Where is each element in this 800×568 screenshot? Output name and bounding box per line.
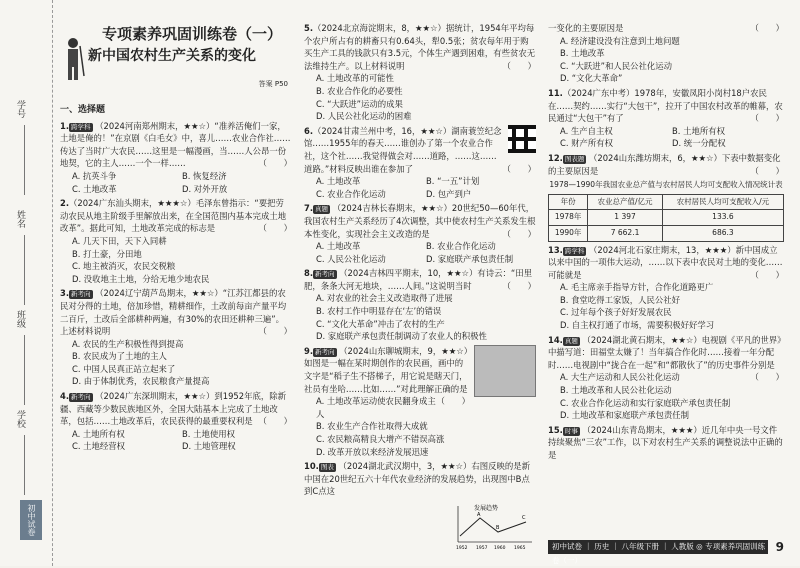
answer-blank: （ ） <box>258 326 292 337</box>
graph-point-c: C <box>522 515 526 521</box>
question-tag: 跨学科 <box>564 246 585 255</box>
graph-point-a: A <box>477 512 481 518</box>
option: A. 毛主席亲手指导方针，合作化道路更广 <box>560 282 714 293</box>
graph-tick-3: 1960 <box>494 546 506 550</box>
answer-blank: （ ） <box>750 23 784 33</box>
question-stem <box>548 152 784 177</box>
option: D. “文化大革命” <box>560 73 623 84</box>
col1-questions <box>60 120 292 453</box>
option: B. 农民成为了土地的主人 <box>72 351 167 362</box>
brand-logo: 初中试卷 <box>20 500 42 540</box>
trend-graph <box>452 502 536 550</box>
option-row <box>548 125 784 138</box>
graph-tick-4: 1965 <box>514 546 526 550</box>
question-text: （2024甘肃兰州中考，16，★★☆）湖南蓑笠纪念馆……1955年的春天……谁创办了第一个农业合作社，这个社……我觉得做会对……道路，……这……道路。”材料反映出谁在参加了 <box>304 125 502 174</box>
answer-blank: （ ） <box>436 396 470 407</box>
answer-blank: （ ） <box>502 280 536 291</box>
qr-code-icon <box>508 125 536 153</box>
question-number: 6. <box>304 125 314 136</box>
question-tag: 真题 <box>315 205 329 214</box>
question-stem <box>304 202 536 240</box>
school-line <box>24 435 25 495</box>
table-cell: 1990年 <box>549 225 588 241</box>
option: A. 土地改革的可能性 <box>316 73 394 84</box>
question-number: 8. <box>304 268 314 279</box>
binding-strip <box>0 0 53 566</box>
option-row <box>304 253 536 266</box>
footer-bar: 初中试卷 ｜ 历史 ｜ 八年级下册 ｜ 人教版 ◎ 专项素养巩固训练卷（一） <box>548 540 768 554</box>
graph-label: 发展趋势 <box>474 505 499 512</box>
question <box>304 267 536 343</box>
question <box>304 125 536 201</box>
question <box>304 460 536 498</box>
question-number: 10. <box>304 461 319 472</box>
answer-blank: （ ） <box>258 223 292 234</box>
title-box <box>60 22 292 100</box>
option: A. 经济建设没有注意到土地问题 <box>560 35 680 46</box>
question-tag: 新考向 <box>315 347 335 356</box>
question-tag: 时事 <box>564 426 578 435</box>
answer-ref: 答案 P50 <box>258 80 288 88</box>
question-tag: 新考向 <box>71 290 91 299</box>
option: B. 打土豪，分田地 <box>72 248 142 259</box>
option: C. 过年每个孩子好好发展农民 <box>560 307 672 318</box>
question <box>304 345 536 458</box>
answer-blank: （ ） <box>502 228 536 239</box>
question-stem <box>548 22 784 35</box>
option-row <box>304 240 536 253</box>
option: B. 恢复经济 <box>182 170 227 181</box>
question-text: （2024山东聊城期末，9，★★☆）如图是一幅在某时期创作的农民画，画中的文字是“稻子生不搭梯子，用它说是瞎天门，社员有坐哈……比如……”对此理解正确的是 <box>304 345 468 394</box>
option-row <box>60 440 292 453</box>
graph-point-b: B <box>496 525 500 531</box>
option: A. 对农业的社会主义改造取得了进展 <box>316 293 453 304</box>
question-tag: 图表题 <box>564 154 585 163</box>
graph-tick-2: 1957 <box>476 546 488 550</box>
farmer-icon <box>60 36 86 82</box>
option: A. 土地改革 <box>316 176 361 187</box>
question-number: 14. <box>548 334 563 345</box>
question <box>60 390 292 453</box>
option: C. 农业合作化运动 <box>316 188 386 199</box>
question-text: （2024广东深圳期末，★★☆）到1952年底，除新疆、西藏等少数民族地区外，全国大陆基本上完成了土地改革，包括……土地改革后，农民获得的最重要权利是 <box>60 391 286 427</box>
option: A. 农民的生产积极性得到提高 <box>72 338 184 349</box>
option: C. 人民公社化运动 <box>316 253 386 264</box>
question-stem <box>304 345 536 407</box>
option: C. 财产所有权 <box>560 138 614 149</box>
option: C. “大跃进”和人民公社化运动 <box>560 60 672 71</box>
option: B. 土地所有权 <box>672 125 725 136</box>
class-line <box>24 335 25 405</box>
question-number: 2. <box>60 198 70 209</box>
question <box>548 334 784 422</box>
col3-questions <box>548 22 784 462</box>
option: A. 几天下田，天下入同耕 <box>72 235 167 246</box>
question-text: （2024河北石家庄期末，13，★★★）新中国成立以来中国的一项伟大运动，……以下表中农民对土地的变化……可能就是 <box>548 244 783 280</box>
question-text: （2024湖北黄石期末，★★☆）电视剧《平凡的世界》中描写道：田福堂太嫌了！当年搞合作化时……接着一年分配时……电视剧中“拢合在一起”和“都散伙了”的历史事件分别是 <box>548 334 782 370</box>
answer-blank: （ ） <box>502 163 536 174</box>
table-cell: 7 662.1 <box>588 225 663 241</box>
question-number: 13. <box>548 244 563 255</box>
question-number: 1. <box>60 120 70 131</box>
question-text: （2024北京海淀期末，8，★★☆）据统计，1954年平均每个农户所占有的耕畜只有0.64头，犁0.5张；贫农每年用于购买生产工具的钱款只有3.5元，个体生产遇到困难，有些贫农无法维持生产。以上材料说明 <box>304 23 536 71</box>
option: D. 家庭联产承包责任制调动了农业人的积极性 <box>316 331 487 342</box>
question-number: 11. <box>548 87 563 98</box>
option: D. 土地管理权 <box>182 441 236 452</box>
column-2 <box>304 22 536 550</box>
section-heading: 一、选择题 <box>60 105 106 115</box>
option: C. 地主被消灭，农民交税粮 <box>72 261 176 272</box>
table-header-cell: 年份 <box>549 194 588 210</box>
footer <box>548 540 784 565</box>
option: B. 农村工作中明显存在‘左’的错误 <box>316 306 442 317</box>
question-stem <box>60 390 292 428</box>
option: D. 对外开放 <box>182 183 228 194</box>
option: A. 土地改革 <box>316 241 361 252</box>
option: C. 土地改革 <box>72 183 117 194</box>
option: A. 抗英斗争 <box>72 170 117 181</box>
option-row <box>304 175 536 188</box>
question-number: 15. <box>548 424 563 435</box>
title-line-1: 专项素养巩固训练卷（一） <box>102 25 283 43</box>
option: B. 食堂吃得工家饭，人民公社好 <box>560 294 680 305</box>
answer-blank: （ ） <box>750 269 784 280</box>
question <box>548 22 784 85</box>
col2-questions <box>304 22 536 498</box>
column-3 <box>548 22 784 464</box>
answer-blank: （ ） <box>750 372 784 383</box>
question <box>548 424 784 462</box>
question <box>60 197 292 285</box>
table-header-cell: 农村居民人均可支配收入/元 <box>662 194 783 210</box>
data-table <box>548 194 784 242</box>
answer-blank: （ ） <box>750 113 784 124</box>
option: B. 农业生产合作社取得大成就 <box>316 421 428 432</box>
question-text: （2024山东青岛期末，★★★）近几年中央一号文件持续聚焦“三农”工作，以下对农村生产关系的调整说法中正确的是 <box>548 424 783 460</box>
question-stem <box>304 267 536 292</box>
question-text: （2024吉林四平期末，10，★★☆）有诗云：“田里肥，条条大河无地块，……人间。”这说明当时 <box>304 268 533 291</box>
table-cell: 1 397 <box>588 210 663 226</box>
option-row <box>60 183 292 196</box>
option: A. 生产自主权 <box>560 125 613 136</box>
class-label: 班级 <box>15 310 25 328</box>
question-tag: 跨学科 <box>71 122 91 131</box>
answer-blank: （ ） <box>258 416 292 427</box>
question-number: 7. <box>304 203 314 214</box>
option-row <box>60 170 292 183</box>
question-text: （2024河南郑州期末，★★☆）“准养活俺们一家，土地是俺的！”在京剧《白毛女》中，喜儿……农业合作社……传达了当时广大农民……这里是一幅漫画，当……人公昂一份地契，它的主人……一个一样…… <box>60 120 291 169</box>
option: B. 土地改革 <box>560 48 605 59</box>
title-line-2: 新中国农村生产关系的变化 <box>88 48 256 64</box>
option: A. 土地改革运动使农民翻身成主人 <box>316 396 436 419</box>
option-row <box>548 137 784 150</box>
option: C. 土地经营权 <box>72 441 126 452</box>
option: C. “大跃进”运动的成果 <box>316 98 403 109</box>
table-caption: 1978—1990年我国农业总产值与农村居民人均可支配收入情况统计表 <box>549 180 783 190</box>
question-tag: 真题 <box>564 336 578 345</box>
question-text: （2024山东潍坊期末，6，★★☆）下表中数据变化的主要原因是 <box>548 152 781 176</box>
table-header-row <box>549 194 784 210</box>
table-cell: 686.3 <box>662 225 783 241</box>
table-cell: 133.6 <box>662 210 783 226</box>
school-label: 学校 <box>15 410 25 428</box>
question-stem <box>60 197 292 235</box>
option: B. 农业合作化运动 <box>426 241 496 252</box>
question-tag: 新考向 <box>71 393 91 402</box>
option: D. 家庭联产承包责任制 <box>426 253 514 264</box>
question-stem <box>304 460 536 498</box>
option: A. 土地所有权 <box>72 428 125 439</box>
page-number: 9 <box>775 540 784 554</box>
question-number: 5. <box>304 23 314 33</box>
column-1 <box>60 22 292 455</box>
graph-tick-1: 1952 <box>456 546 468 550</box>
question-stem <box>548 244 784 282</box>
answer-blank: （ ） <box>502 60 536 71</box>
question <box>60 287 292 388</box>
id-line <box>24 125 25 195</box>
question <box>304 22 536 123</box>
question-stem <box>304 125 536 175</box>
question-stem <box>548 87 784 125</box>
option: D. 人民公社化运动的困难 <box>316 111 412 122</box>
answer-blank: （ ） <box>258 158 292 169</box>
question-text: （2024辽宁葫芦岛期末，★★☆）“江苏江都县的农民对分得的土地，倍加珍惜，精耕细作，土改前每亩产量平均二百斤，土改后全部耕种两遍，有30%的农田还耕种三遍”。上述材料说明 <box>60 288 287 337</box>
question-number: 4. <box>60 391 70 402</box>
question-text: 一变化的主要原因是 <box>548 23 624 33</box>
option: C. 中国人民真正站立起来了 <box>72 363 176 374</box>
question-tag: 图表 <box>320 463 334 472</box>
question-number: 12. <box>548 152 563 163</box>
question <box>548 152 784 177</box>
question-text: （2024广东汕头期末，★★★☆）毛泽东曾指示：“要把劳动农民从地主阶级手里解放出来，在全国范围内基本完成土地改革”。据此可知，土地改革完成的标志是 <box>60 198 287 234</box>
name-label: 姓名 <box>15 210 25 228</box>
option: D. 自主权打通了市场，需要积极好好学习 <box>560 320 715 331</box>
option-row <box>60 428 292 441</box>
option: D. 统一分配权 <box>672 138 726 149</box>
option: D. 由于体制优秀，农民粮食产量提高 <box>72 376 210 387</box>
question <box>304 202 536 265</box>
table-row <box>549 225 784 241</box>
table-row <box>549 210 784 226</box>
question-stem <box>60 287 292 337</box>
option: B. “一五”计划 <box>426 176 480 187</box>
option: C. “文化大革命”冲击了农村的生产 <box>316 318 445 329</box>
option: D. 没收地主土地，分给无地少地农民 <box>72 273 210 284</box>
answer-blank: （ ） <box>750 165 784 176</box>
peasant-painting-image <box>474 345 536 397</box>
question-number: 9. <box>304 345 314 356</box>
question-text: （2024湖北武汉期中，3，★★☆）右图反映的是新中国在20世纪五六十年代农业经济的发展趋势，出现图中B点到C点这 <box>304 461 531 497</box>
table-header-cell: 农业总产值/亿元 <box>588 194 663 210</box>
option: B. 土地改革和人民公社化运动 <box>560 385 672 396</box>
id-label: 学号 <box>15 100 25 118</box>
question-stem <box>548 424 784 462</box>
option: C. 农业合作化运动和实行家庭联产承包责任制 <box>560 397 731 408</box>
option: B. 土地使用权 <box>182 428 235 439</box>
option-row <box>304 188 536 201</box>
question <box>548 244 784 332</box>
name-line <box>24 235 25 305</box>
option: C. 农民粮高精良大增产不错误高涨 <box>316 434 445 444</box>
table-cell: 1978年 <box>549 210 588 226</box>
option: D. 包产到户 <box>426 188 472 199</box>
question <box>548 87 784 150</box>
question-number: 3. <box>60 288 70 299</box>
question-stem <box>60 120 292 170</box>
question-text: （2024吉林长春期末，★★☆）20世纪50—60年代，我国农村生产关系经历了4次调整，其中使农村生产关系发生根本性变化，实现社会主义改造的是 <box>304 203 536 239</box>
question-stem <box>304 22 536 72</box>
option: D. 改革开放以来经济发展迅速 <box>316 446 429 457</box>
question-text: （2024广东中考）1978年，安徽凤阳小岗村18户农民在……契约……实行“大包干”，拉开了中国农村改革的帷幕，农民通过“大包干”有了 <box>548 87 783 124</box>
question <box>60 120 292 196</box>
option: A. 大生产运动和人民公社化运动 <box>560 372 680 383</box>
option: D. 土地改革和家庭联产承包责任制 <box>560 410 690 421</box>
option: B. 农业合作化的必要性 <box>316 85 403 96</box>
question-tag: 新考向 <box>315 270 335 279</box>
